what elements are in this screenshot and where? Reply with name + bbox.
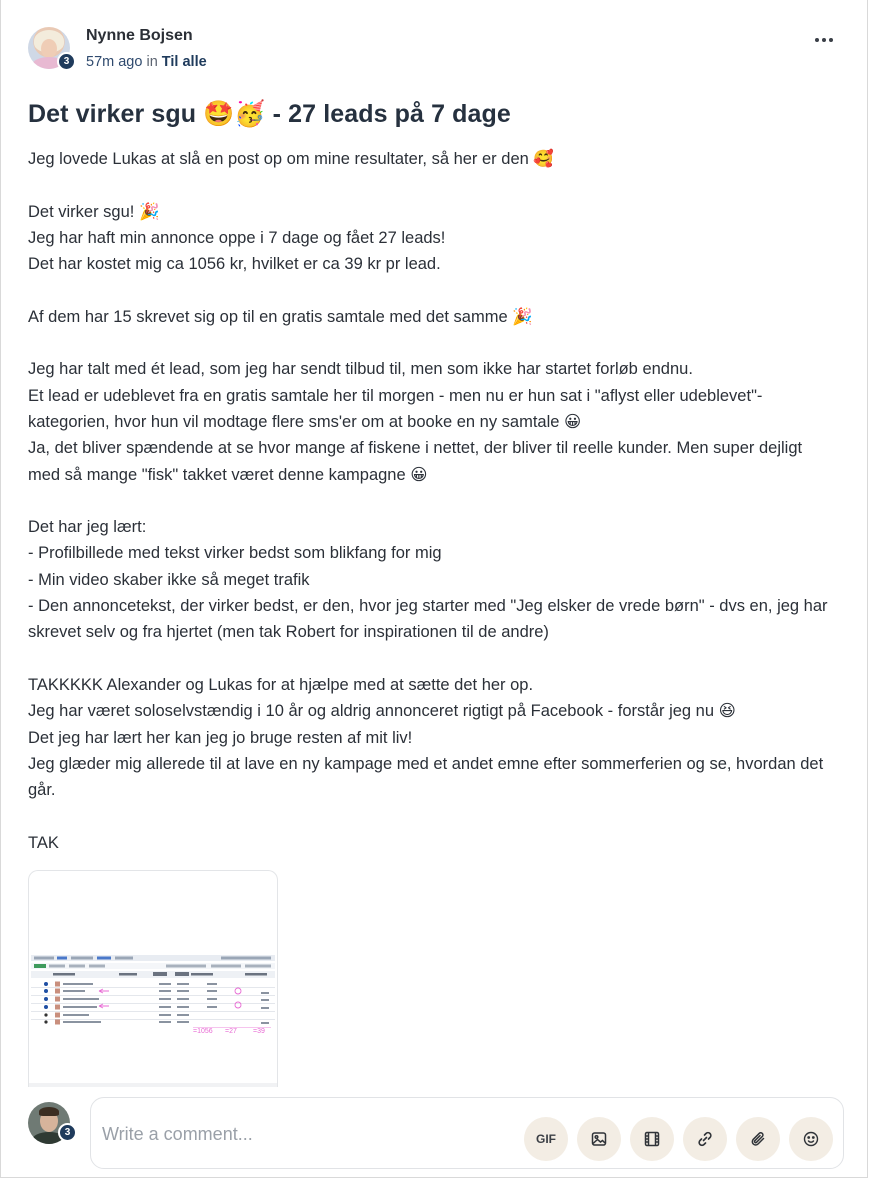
current-user-level-badge: 3	[58, 1123, 77, 1142]
spreadsheet-screenshot	[31, 955, 275, 1035]
video-button[interactable]	[630, 1117, 674, 1161]
post-body-line: Det har kostet mig ca 1056 kr, hvilket er ca 39 kr pr lead.	[28, 255, 441, 274]
post-body-line: - Den annoncetekst, der virker bedst, er den, hvor jeg starter med "Jeg elsker de vrede børn" - dvs en, jeg har skrevet selv og fra hjertet (men tak Robert for inspirationen til de andre)	[28, 597, 833, 642]
gif-button[interactable]	[524, 1117, 568, 1161]
post-body-line: Jeg glæder mig allerede til at lave en ny kampage med et andet emne efter sommerferien og se, hvordan det går.	[28, 754, 828, 800]
paragraph-gap	[28, 277, 838, 303]
post-body-line: - Profilbillede med tekst virker bedst som blikfang for mig	[28, 544, 442, 563]
smiley-icon	[803, 1131, 819, 1147]
image-icon	[591, 1131, 607, 1147]
post-body-line: Jeg lovede Lukas at slå en post op om mine resultater, så her er den 🥰	[28, 150, 554, 168]
paragraph-gap	[28, 646, 838, 672]
attach-file-button[interactable]	[736, 1117, 780, 1161]
annotation-per-lead: =39	[253, 1028, 265, 1035]
annotation-leads: =27	[225, 1028, 237, 1035]
paperclip-icon	[750, 1131, 766, 1147]
emoji-button[interactable]	[789, 1117, 833, 1161]
author-name[interactable]: Nynne Bojsen	[86, 27, 193, 44]
image-button[interactable]	[577, 1117, 621, 1161]
post-meta	[86, 54, 207, 70]
link-icon	[697, 1131, 713, 1147]
post-channel-link[interactable]: Til alle	[161, 54, 207, 70]
author-level-badge: 3	[57, 52, 76, 71]
post-body-line: Det virker sgu! 🎉	[28, 202, 160, 221]
post-time: 57m ago	[86, 54, 143, 70]
post-body-line: Et lead er udeblevet fra en gratis samtale her til morgen - men nu er hun sat i "aflyst eller udeblevet"-kategorien, hvor hun vil modtage flere sms'er om at booke en ny samtale 😀	[28, 386, 763, 431]
post-body	[28, 146, 838, 856]
post-body-line: TAK	[28, 833, 59, 852]
link-button[interactable]	[683, 1117, 727, 1161]
post-body-line: TAKKKKK Alexander og Lukas for at hjælpe med at sætte det her op.	[28, 675, 534, 694]
meta-in-word: in	[146, 54, 158, 70]
paragraph-gap	[28, 803, 838, 829]
post-body-line: Jeg har været soloselvstændig i 10 år og aldrig annonceret rigtigt på Facebook - forstår jeg nu 😆	[28, 702, 736, 721]
comment-input[interactable]	[100, 1118, 514, 1150]
gif-icon: GIF	[536, 1132, 556, 1146]
more-options-icon[interactable]	[815, 32, 835, 48]
paragraph-gap	[28, 488, 838, 514]
post-body-line: - Min video skaber ikke så meget trafik	[28, 570, 310, 589]
post-body-line: Ja, det bliver spændende at se hvor mange af fiskene i nettet, der bliver til reelle kunder. Men super dejligt med så mange "fisk" takket været denne kampagne 😀	[28, 439, 807, 484]
post-body-line: Det jeg har lært her kan jeg jo bruge resten af mit liv!	[28, 728, 413, 747]
paragraph-gap	[28, 330, 838, 356]
paragraph-gap	[28, 172, 838, 198]
post-body-line: Det har jeg lært:	[28, 518, 147, 537]
post-body-line: Jeg har talt med ét lead, som jeg har sendt tilbud til, men som ikke har startet forløb endnu.	[28, 360, 693, 379]
post-body-line: Jeg har haft min annonce oppe i 7 dage og fået 27 leads!	[28, 228, 446, 247]
annotation-cost: =1056	[193, 1028, 213, 1035]
comment-box	[90, 1097, 844, 1169]
post-body-line: Af dem har 15 skrevet sig op til en gratis samtale med det samme 🎉	[28, 307, 533, 326]
video-icon	[644, 1131, 660, 1147]
attachment-image[interactable]	[28, 870, 278, 1087]
post-title: Det virker sgu 🤩🥳 - 27 leads på 7 dage	[28, 100, 511, 128]
